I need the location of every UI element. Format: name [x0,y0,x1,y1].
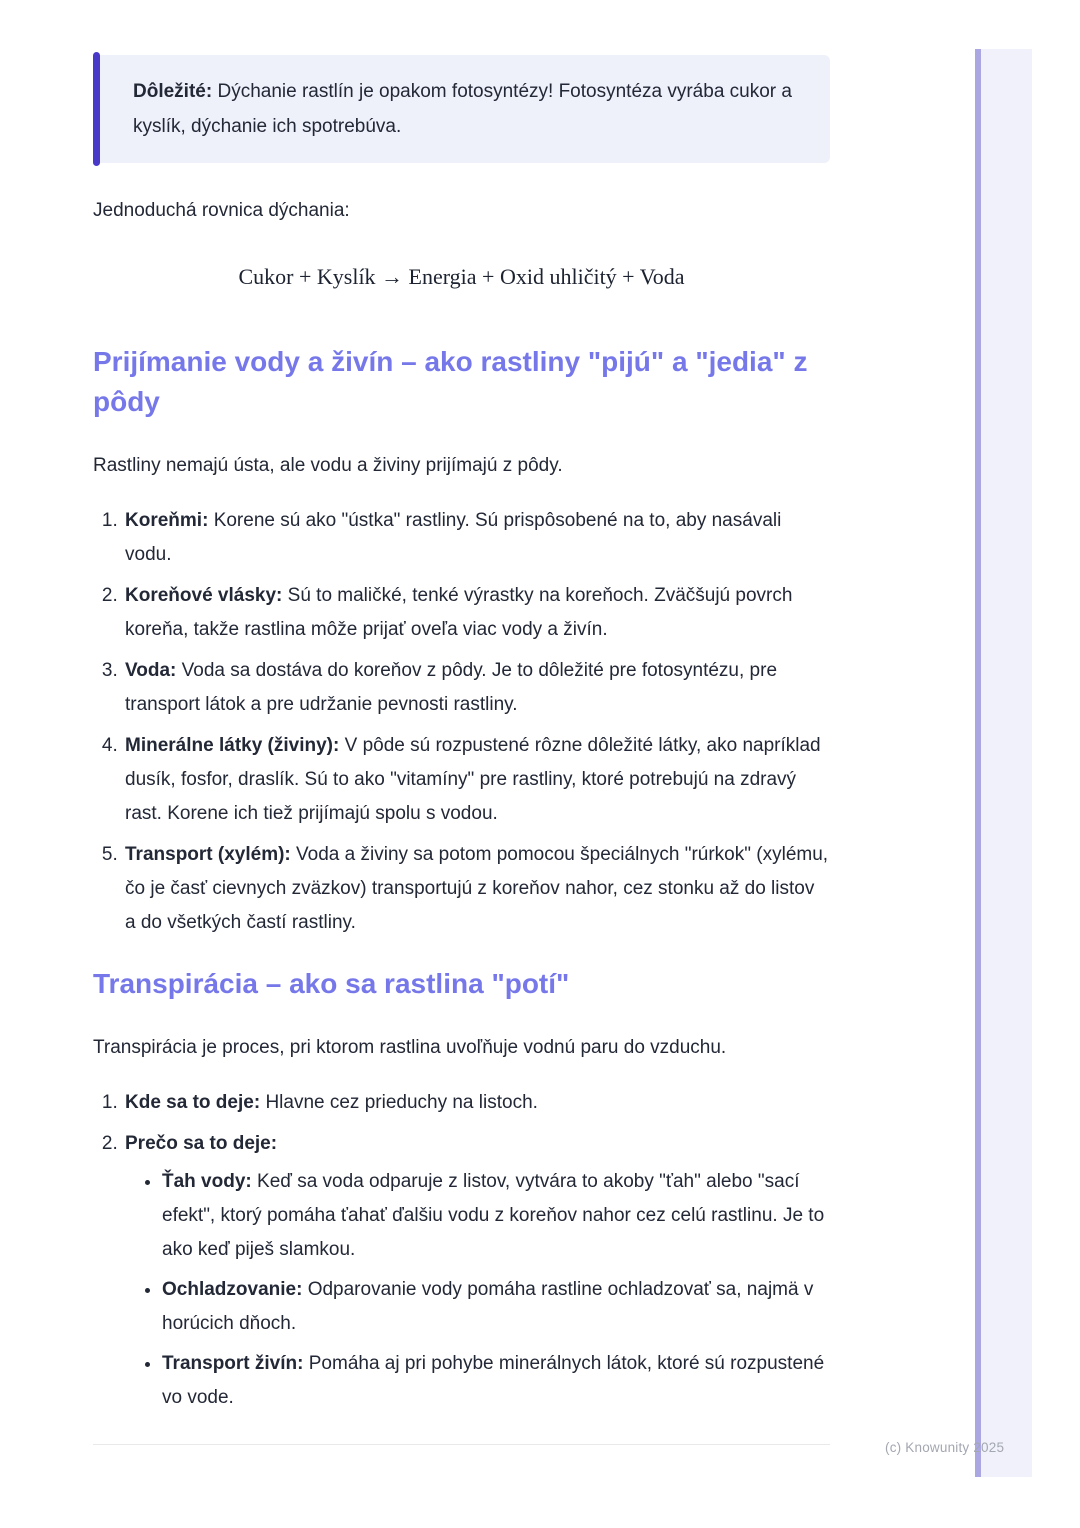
list-item [123,504,830,572]
sublist-item [162,1273,830,1341]
respiration-equation: Cukor + Kyslík → Energia + Oxid uhličitý + Voda [238,264,685,289]
section2-bullet-sublist [125,1165,830,1415]
list-item-lead: Transport (xylém): [125,844,291,865]
list-item [123,838,830,940]
sublist-item-text: Pomáha aj pri pohybe minerálnych látok, ktoré sú rozpustené vo vode. [162,1353,825,1408]
list-item [123,1127,830,1415]
list-item-lead: Minerálne látky (živiny): [125,735,340,756]
next-page-edge-strip [975,49,1032,1477]
section2-lead-paragraph: Transpirácia je proces, pri ktorom rastlina uvoľňuje vodnú paru do vzduchu. [93,1037,727,1058]
list-item [123,1086,830,1120]
section1-numbered-list [93,504,830,940]
equation-intro: Jednoduchá rovnica dýchania: [93,200,350,221]
callout-text: Dýchanie rastlín je opakom fotosyntézy! Fotosyntéza vyrába cukor a kyslík, dýchanie ich spotrebúva. [133,81,792,137]
sublist-item [162,1165,830,1267]
callout-accent-bar [93,52,100,166]
sublist-item-text: Keď sa voda odparuje z listov, vytvára to akoby "ťah" alebo "sací efekt", ktorý pomáha ťahať ďalšiu vodu z koreňov nahor cez celú rastlinu. Je to ako keď piješ slamkou. [162,1171,825,1260]
important-callout [93,55,830,163]
list-item-lead: Kde sa to deje: [125,1092,261,1113]
list-item-text: Sú to maličké, tenké výrastky na koreňoch. Zväčšujú povrch koreňa, takže rastlina môže prijať oveľa viac vody a živín. [125,585,793,640]
list-item-lead: Prečo sa to deje: [125,1133,278,1154]
list-item [123,729,830,831]
section2-heading: Transpirácia – ako sa rastlina "potí" [93,968,570,999]
list-item [123,654,830,722]
list-item-lead: Koreňové vlásky: [125,585,283,606]
document-content [93,0,830,1422]
list-item-text: Hlavne cez prieduchy na listoch. [265,1092,538,1113]
list-item [123,579,830,647]
list-item-text: Voda sa dostáva do koreňov z pôdy. Je to dôležité pre fotosyntézu, pre transport látok a pre udržanie pevnosti rastliny. [125,660,778,715]
sublist-item-lead: Transport živín: [162,1353,304,1374]
section1-heading: Prijímanie vody a živín – ako rastliny "pijú" a "jedia" z pôdy [93,346,808,417]
section1-lead-paragraph: Rastliny nemajú ústa, ale vodu a živiny prijímajú z pôdy. [93,455,563,476]
section2-numbered-list [93,1086,830,1415]
list-item-text: V pôde sú rozpustené rôzne dôležité látky, ako napríklad dusík, fosfor, draslík. Sú to ako "vitamíny" pre rastliny, ktoré potrebujú na zdravý rast. Korene ich tiež prijímajú spolu s vodou. [125,735,821,824]
list-item-text: Korene sú ako "ústka" rastliny. Sú prispôsobené na to, aby nasávali vodu. [125,510,782,565]
copyright-note: (c) Knowunity 2025 [885,1440,1005,1455]
list-item-text: Voda a živiny sa potom pomocou špeciálnych "rúrkok" (xylému, čo je časť cievnych zväzkov) transportujú z koreňov nahor, cez stonku až do listov a do všetkých častí rastliny. [125,844,829,933]
sublist-item-text: Odparovanie vody pomáha rastline ochladzovať sa, najmä v horúcich dňoch. [162,1279,814,1334]
list-item-lead: Koreňmi: [125,510,209,531]
list-item-lead: Voda: [125,660,177,681]
sublist-item-lead: Ochladzovanie: [162,1279,303,1300]
sublist-item-lead: Ťah vody: [162,1171,252,1192]
callout-label: Dôležité: [133,81,213,102]
sublist-item [162,1347,830,1415]
footer-divider [93,1444,830,1445]
